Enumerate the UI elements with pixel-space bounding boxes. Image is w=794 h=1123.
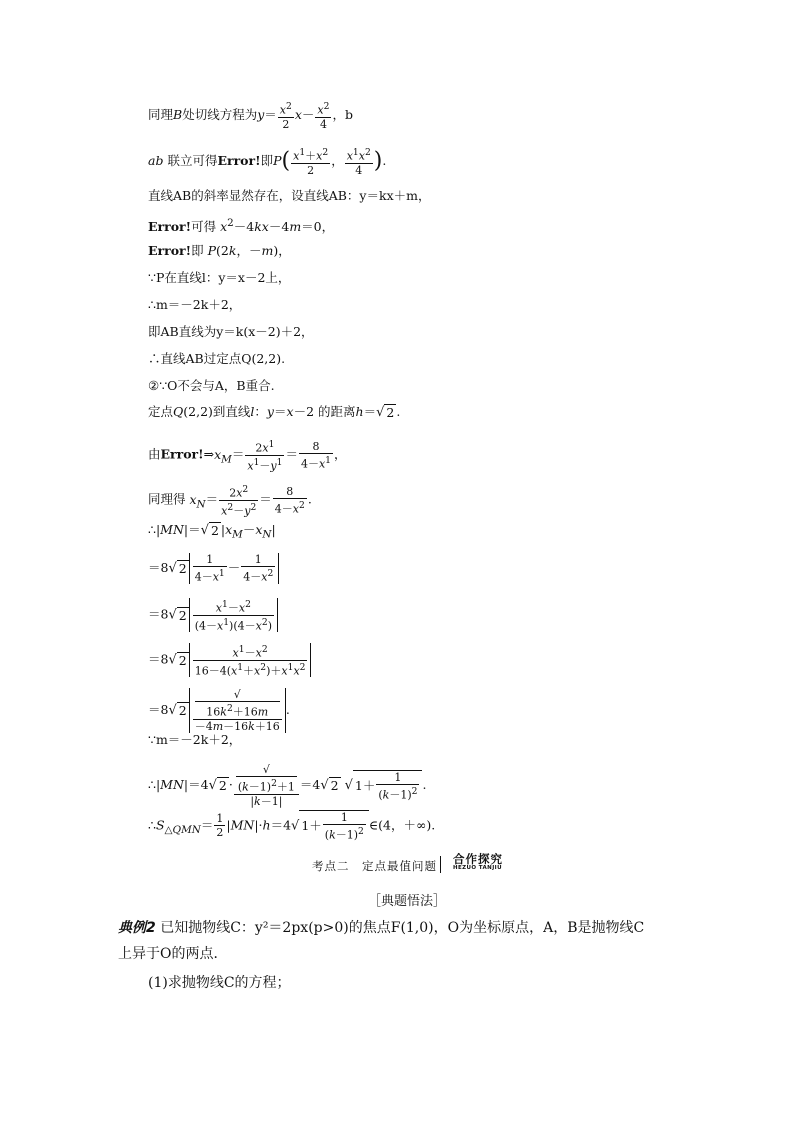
example-text-1: 已知抛物线C：y²＝2px(p>0)的焦点F(1,0)，O为坐标原点，A，B是抛物线C <box>160 920 645 936</box>
math-line-3: 直线AB的斜率显然存在，设直线AB：y＝kx＋m， <box>148 188 431 203</box>
badge-pinyin: HEZUO TANJIU <box>453 865 502 871</box>
section-divider <box>440 856 441 873</box>
math-line-18: ＝8√ 2 √ $16k^2+16m$ －4m－16k＋16 . <box>148 688 290 733</box>
badge-title: 合作探究 <box>453 852 503 866</box>
math-line-7: ∴m＝－2k＋2， <box>148 297 242 312</box>
math-line-12: 由$Error!\Rightarrow x_M=$ $\frac{2x^1}{x^1-y^1}$ ＝ $\frac{8}{4-x^1}$ ， <box>148 439 347 473</box>
math-line-20: ∴|MN|＝4√ 2 · √ $(k-1)^2+1$ |k－1| ＝4√ 2 √ 1＋ $\frac{1}{(k-1)^2}$ . <box>148 763 427 808</box>
math-line-13: 同理得 $x_N=$ $\frac{2x^2}{x^2-y^2}$ ＝ $\frac{8}{4-x^2}$ . <box>148 484 312 518</box>
math-line-16: ＝8√ 2 $\frac{x^1-x^2}{(4-x^1)(4-x^2)}$ <box>148 598 278 632</box>
math-line-2: ab 联立可得Error!即P( $\frac{x^1+x^2}{2}$ ， $\frac{x^1x^2}{4}$ ). <box>148 147 387 177</box>
math-line-21: $\therefore S_{\triangle QMN}=$ $\frac{1}{2}$ |MN|·h＝4√ 1＋ $\frac{1}{(k-1)^2}$ ∈(4，＋∞). <box>148 811 436 842</box>
math-line-5: Error!即 P(2k，－m)， <box>148 243 291 258</box>
example-label: 典例2 <box>118 920 156 936</box>
section-tag: 考点二 定点最值问题 <box>312 859 437 873</box>
math-line-19: ∵m＝－2k＋2， <box>148 732 242 747</box>
math-line-8: 即AB直线为y＝k(x－2)＋2， <box>148 324 314 339</box>
example-line-3: (1)求抛物线C的方程； <box>148 975 291 991</box>
math-line-9: ∴直线AB过定点Q(2,2). <box>148 351 286 366</box>
math-line-17: ＝8√ 2 $\frac{x^1-x^2}{16-4(x^1+x^2)+x^1x^2}$ <box>148 643 311 677</box>
math-line-15: ＝8√ 2 $\frac{1}{4-x^1}$ － $\frac{1}{4-x^2}$ <box>148 553 279 584</box>
math-line-1: 同理B处切线方程为y＝ $\frac{x^2}{2}$ x－ $\frac{x^2}{4}$ ，b <box>148 101 353 131</box>
method-heading: ［典题悟法］ <box>368 894 447 909</box>
example-line-2: 上异于O的两点． <box>118 946 228 962</box>
math-line-10: ②∵O不会与A，B重合. <box>148 378 275 393</box>
section-badge <box>453 853 511 875</box>
math-line-4: Error!可得 $x^2-4kx-4m=0$， <box>148 217 335 235</box>
math-line-14: ∴|MN|＝√ 2 $|x_M-x_N|$ <box>148 522 276 541</box>
math-line-11: 定点Q(2,2)到直线l：y＝x－2 的距离h＝√ 2 . <box>148 404 401 420</box>
math-line-6: ∵P在直线l：y＝x－2上， <box>148 270 291 285</box>
example-line-1 <box>118 915 678 941</box>
